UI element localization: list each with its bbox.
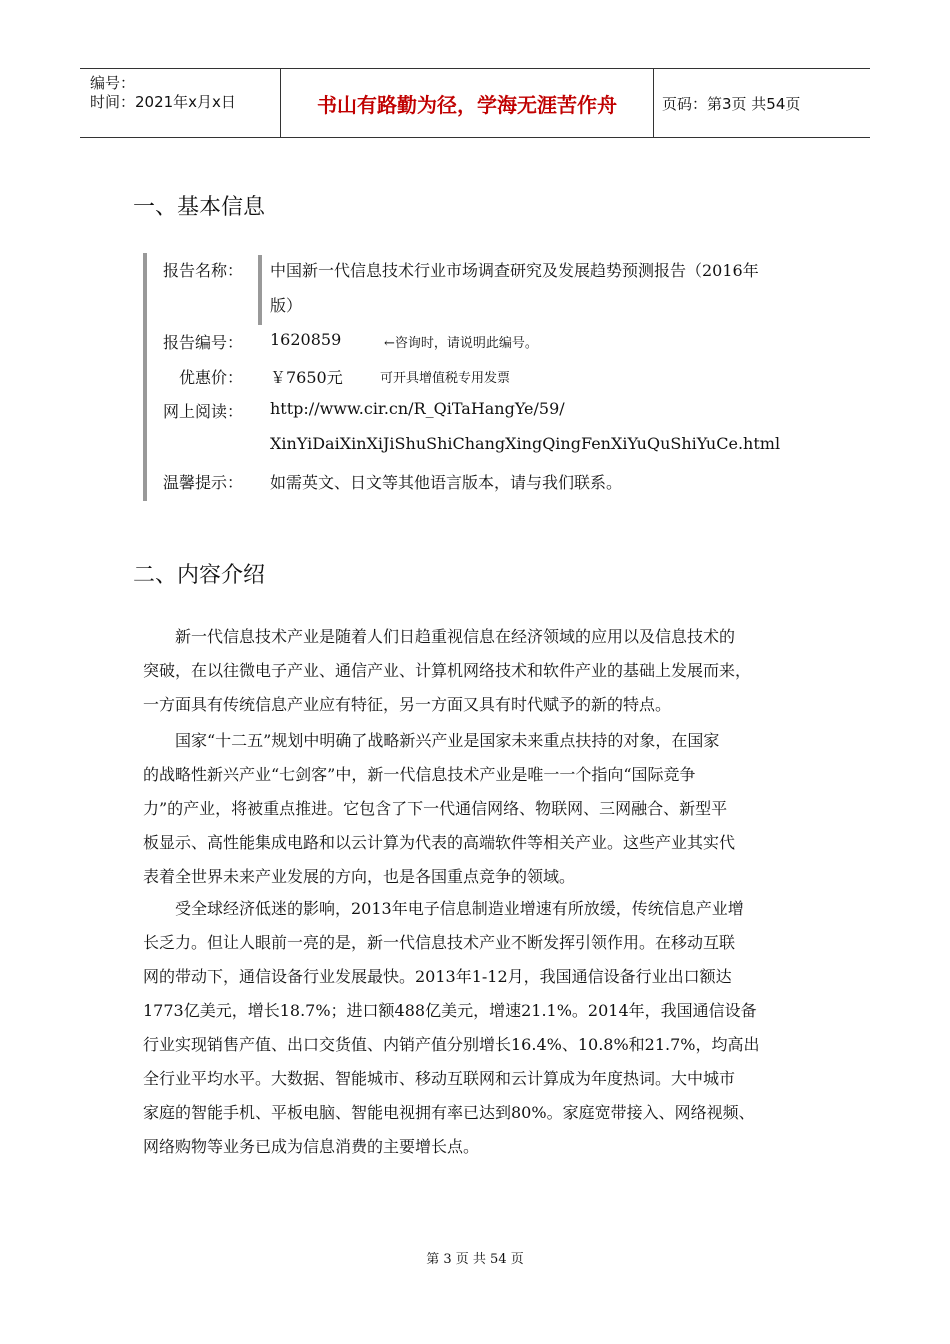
paragraph-line: 网的带动下，通信设备行业发展最快。2013年1-12月，我国通信设备行业出口额达 [143,967,732,986]
paragraph-line: 板显示、高性能集成电路和以云计算为代表的高端软件等相关产业。这些产业其实代 [143,833,736,852]
paragraph-line: 行业实现销售产值、出口交货值、内销产值分别增长16.4%、10.8%和21.7%，均高出 [143,1035,760,1054]
paragraph-line: 力”的产业，将被重点推进。它包含了下一代通信网络、物联网、三网融合、新型平 [143,799,728,818]
paragraph-line: 家庭的智能手机、平板电脑、智能电视拥有率已达到80%。家庭宽带接入、网络视频、 [143,1103,755,1122]
report-code-label: 报告编号： [163,333,244,352]
price-value: ￥7650元 [270,368,343,387]
header-page-info: 页码：第3页 共54页 [662,94,801,113]
online-read-url-line2[interactable]: XinYiDaiXinXiJiShuShiChangXingQingFenXiYuQuShiYuCe.html [270,434,781,453]
section-title-content-intro: 二、内容介绍 [133,563,266,588]
header-meta [80,69,280,137]
tip-label: 温馨提示： [163,473,244,492]
report-name-label: 报告名称： [163,261,244,280]
info-block-bar [143,253,147,501]
tip-value: 如需英文、日文等其他语言版本，请与我们联系。 [270,473,623,492]
paragraph-line: 网络购物等业务已成为信息消费的主要增长点。 [143,1137,480,1156]
header-motto: 书山有路勤为径，学海无涯苦作舟 [280,69,654,137]
paragraph-line: 1773亿美元，增长18.7%；进口额488亿美元，增速21.1%。2014年，我国通信设备 [143,1001,757,1020]
report-name-line2: 版） [270,296,303,315]
paragraph-line: 受全球经济低迷的影响，2013年电子信息制造业增速有所放缓，传统信息产业增 [143,899,744,918]
paragraph-3 [143,892,823,1164]
page-footer: 第 3 页 共 54 页 [426,1252,524,1267]
online-read-label: 网上阅读： [163,402,244,421]
page-header [80,68,870,138]
date-label: 时间：2021年x月x日 [90,93,236,111]
paragraph-line: 突破，在以往微电子产业、通信产业、计算机网络技术和软件产业的基础上发展而来， [143,661,752,680]
report-code-note: ←咨询时，请说明此编号。 [384,336,538,351]
report-code-value: 1620859 [270,330,342,349]
paragraph-line: 国家“十二五”规划中明确了战略新兴产业是国家未来重点扶持的对象，在国家 [143,731,720,750]
paragraph-line: 全行业平均水平。大数据、智能城市、移动互联网和云计算成为年度热词。大中城市 [143,1069,736,1088]
paragraph-line: 表着全世界未来产业发展的方向，也是各国重点竞争的领域。 [143,867,576,886]
paragraph-line: 一方面具有传统信息产业应有特征，另一方面又具有时代赋予的新的特点。 [143,695,672,714]
online-read-url-line1[interactable]: http://www.cir.cn/R_QiTaHangYe/59/ [270,399,565,418]
paragraph-1 [143,620,823,722]
paragraph-line: 新一代信息技术产业是随着人们日趋重视信息在经济领域的应用以及信息技术的 [143,627,736,646]
serial-label: 编号： [90,74,136,92]
report-name-bar [258,255,262,325]
section-title-basic-info: 一、基本信息 [133,195,266,220]
price-note: 可开具增值税专用发票 [380,371,511,386]
paragraph-line: 长乏力。但让人眼前一亮的是，新一代信息技术产业不断发挥引领作用。在移动互联 [143,933,736,952]
price-label: 优惠价： [178,368,243,387]
paragraph-2 [143,724,823,894]
report-name-line1: 中国新一代信息技术行业市场调查研究及发展趋势预测报告（2016年 [270,261,759,280]
paragraph-line: 的战略性新兴产业“七剑客”中，新一代信息技术产业是唯一一个指向“国际竞争 [143,765,696,784]
